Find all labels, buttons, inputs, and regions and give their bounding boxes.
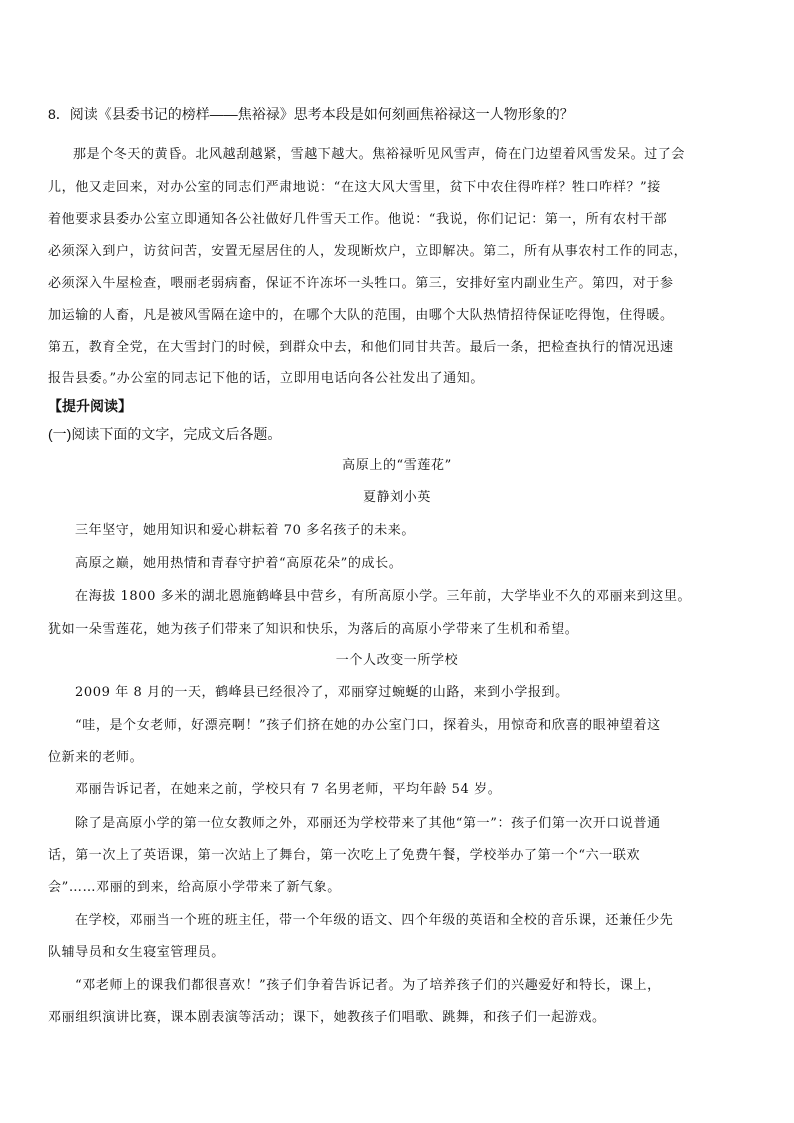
section-heading: 【提升阅读】: [48, 399, 132, 415]
passage-line-2: 儿，他又走回来，对办公室的同志们严肃地说：“在这大风大雪里，贫下中农住得咋样？牲口咋样？”接: [48, 180, 661, 195]
passage-line-4: 必须深入到户，访贫问苦，安置无屋居住的人，发现断炊户，立即解决。第二，所有从事农村工作的同志，: [48, 244, 688, 259]
body-line-5: 除了是高原小学的第一位女教师之外，邓丽还为学校带来了其他“第一”：孩子们第一次开口说普通: [75, 816, 661, 831]
instruction: (一)阅读下面的文字，完成文后各题。: [48, 426, 282, 442]
passage-line-5: 必须深入牛屋检查，喂丽老弱病畜，保证不许冻坏一头牲口。第三，安排好室内副业生产。第四，对于参: [48, 276, 674, 291]
article-subheading: 一个人改变一所学校: [335, 653, 459, 668]
article-title: 高原上的“雪莲花”: [342, 458, 452, 473]
body-line-4: 邓丽告诉记者，在她来之前，学校只有 7 名男老师，平均年龄 54 岁。: [75, 782, 502, 797]
passage-line-1: 那是个冬天的黄昏。北风越刮越紧，雪越下越大。焦裕禄听见风雪声，倚在门边望着风雪发呆。过了会: [73, 147, 686, 162]
body-line-10: “邓老师上的课我们都很喜欢！”孩子们争着告诉记者。为了培养孩子们的兴趣爱好和特长，课上，: [75, 978, 661, 993]
body-line-9: 队辅导员和女生寝室管理员。: [48, 945, 225, 960]
intro-line-1: 三年坚守，她用知识和爱心耕耘着 70 多名孩子的未来。: [75, 523, 416, 538]
body-line-11: 邓丽组织演讲比赛，课本剧表演等活动；课下，她教孩子们唱歌、跳舞，和孩子们一起游戏。: [48, 1010, 606, 1025]
passage-line-7: 第五，教育全党，在大雪封门的时候，到群众中去，和他们同甘共苦。最后一条，把检查执行的情况迅速: [48, 340, 674, 355]
intro-line-3: 在海拔 1800 多米的湖北恩施鹤峰县中营乡，有所高原小学。三年前，大学毕业不久的邓丽来到这里。: [75, 589, 692, 604]
body-line-3: 位新来的老师。: [48, 750, 144, 765]
intro-line-4: 犹如一朵雪莲花，她为孩子们带来了知识和快乐，为落后的高原小学带来了生机和希望。: [48, 622, 579, 637]
body-line-6: 话，第一次上了英语课，第一次站上了舞台，第一次吃上了免费午餐，学校举办了第一个“六一联欢: [48, 848, 641, 863]
body-line-2: “哇，是个女老师，好漂亮啊！”孩子们挤在她的办公室门口，探着头，用惊奇和欣喜的眼神望着这: [75, 718, 661, 733]
body-line-1: 2009 年 8 月的一天，鹤峰县已经很冷了，邓丽穿过蜿蜒的山路，来到小学报到。: [75, 685, 569, 700]
question-8: 8．阅读《县委书记的榜样——焦裕禄》思考本段是如何刻画焦裕禄这一人物形象的？: [48, 106, 574, 122]
intro-line-2: 高原之巅，她用热情和青春守护着“高原花朵”的成长。: [75, 556, 403, 571]
passage-line-6: 加运输的人畜，凡是被风雪隔在途中的，在哪个大队的范围，由哪个大队热情招待保证吃得饱，住得暖。: [48, 308, 674, 323]
body-line-7: 会”……邓丽的到来，给高原小学带来了新气象。: [48, 880, 341, 895]
passage-line-8: 报告县委。”办公室的同志记下他的话，立即用电话向各公社发出了通知。: [48, 371, 484, 386]
body-line-8: 在学校，邓丽当一个班的班主任，带一个年级的语文、四个年级的英语和全校的音乐课，还兼任少先: [75, 913, 674, 928]
passage-line-3: 着他要求县委办公室立即通知各公社做好几件雪天工作。他说：“我说，你们记记：第一，所有农村干部: [48, 212, 668, 227]
article-authors: 夏静刘小英: [362, 490, 431, 505]
